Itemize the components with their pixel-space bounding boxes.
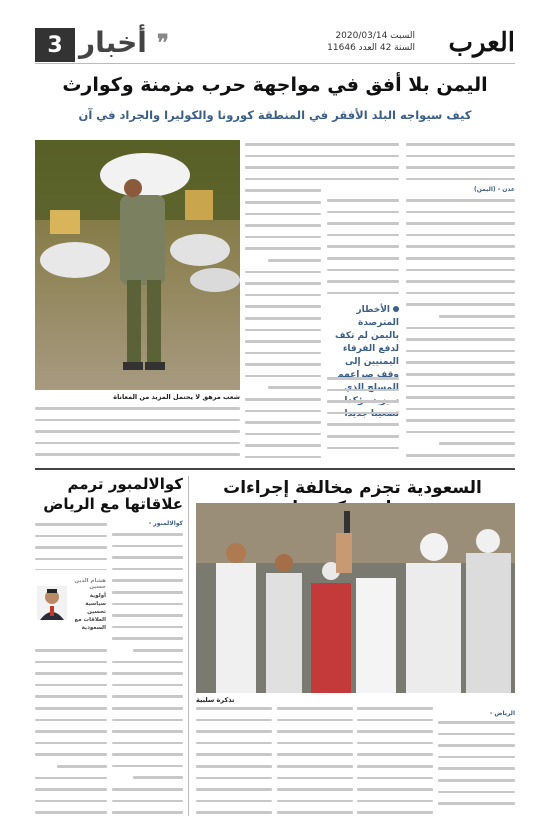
author-portrait: [37, 586, 67, 620]
text-column-3: [245, 140, 321, 458]
issue-info: [327, 30, 415, 54]
malaysia-text-column-2b: [35, 646, 107, 814]
column-rule: [188, 476, 189, 816]
issue-date: السبت 2020/03/14: [335, 31, 415, 41]
main-subheadline: كيف سيواجه البلد الأفقر في المنطقة كورونا والكوليرا والجراد في آن: [78, 108, 472, 122]
malaysia-text-column-2a: [35, 520, 107, 570]
issue-number: السنة 42 العدد 11646: [327, 43, 415, 53]
malaysia-byline: كوالالمبور -: [148, 520, 183, 527]
text-column-2b: [327, 374, 399, 458]
main-headline: اليمن بلا أفق في مواجهة حرب مزمنة وكوارث: [62, 74, 488, 96]
saudi-text-column-3: [277, 704, 353, 814]
saudi-text-column-4: [196, 704, 272, 814]
saudi-byline: الرياض -: [489, 710, 515, 717]
text-column-intro: [406, 140, 515, 180]
bullet-icon: [393, 306, 399, 312]
author-box: [35, 572, 107, 642]
section-title: أخبار: [79, 26, 147, 59]
speech-bubble-icon: ❞: [157, 30, 169, 56]
main-photo-caption: شعب مرهق لا يحتمل المزيد من المعاناة: [113, 393, 240, 401]
main-photo: [35, 140, 240, 390]
page-number: 3: [35, 28, 75, 62]
saudi-text-column-1: [438, 718, 515, 814]
section-divider: [35, 468, 515, 470]
text-column-1: [406, 196, 515, 458]
malaysia-text-column-1: [112, 530, 183, 814]
page-header: [35, 24, 515, 64]
saudi-text-column-2: [357, 704, 433, 814]
saudi-photo-caption: تذكرة سلبية: [196, 696, 235, 704]
text-column-2a: [327, 196, 399, 296]
main-byline: عدن - (اليمن): [473, 186, 515, 193]
newspaper-logo: العرب: [448, 28, 515, 58]
saudi-photo: [196, 503, 515, 693]
saudi-headline: السعودية تجزم مخالفة إجراءات: [223, 478, 482, 498]
text-column-4: [35, 404, 240, 460]
pull-quote-text: الأخطار المترصدة باليمن لم تكف لدفع الفرقاء اليمنيين إلى وقف صراعهم المسلح الذي سيزيد مؤكدا تصعيبا جديدا: [335, 305, 399, 419]
author-title: أولوية سياسية تحسين العلاقات مع السعودية: [74, 593, 106, 631]
malaysia-headline: كوالالمبور ترمم علاقاتها مع الرياض: [43, 475, 183, 513]
author-name: هشام الدين حسين: [74, 578, 106, 590]
